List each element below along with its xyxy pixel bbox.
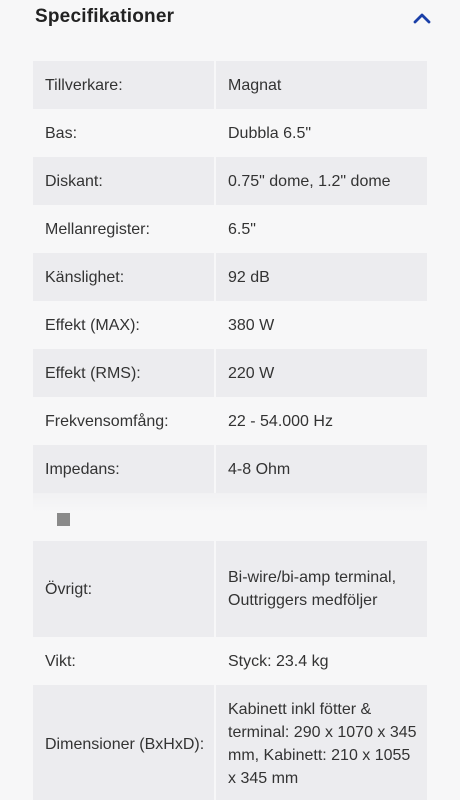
spec-value: 0.75" dome, 1.2" dome: [216, 157, 427, 205]
table-row: [33, 541, 427, 637]
table-row: [33, 445, 427, 493]
spec-value: 6.5": [228, 220, 256, 238]
spec-table: [33, 61, 427, 800]
table-row: [33, 685, 427, 800]
section-title: Specifikationer: [35, 6, 175, 27]
spec-value: Bi-wire/bi-amp terminal, Outtriggers medföljer: [216, 541, 427, 637]
spec-label: Mellanregister:: [45, 220, 150, 238]
spec-label: Känslighet:: [33, 253, 214, 301]
spec-value: 92 dB: [216, 253, 427, 301]
spec-label: Effekt (MAX):: [45, 316, 140, 334]
spec-value: 220 W: [216, 349, 427, 397]
table-row: [33, 349, 427, 397]
spec-label: Frekvensomfång:: [45, 412, 169, 430]
table-row: [33, 397, 427, 445]
spec-label: Diskant:: [33, 157, 214, 205]
table-row: [33, 253, 427, 301]
table-row: [33, 205, 427, 253]
spec-value: Magnat: [216, 61, 427, 109]
loading-placeholder-row: [33, 493, 427, 541]
table-row: [33, 157, 427, 205]
spec-value: 4-8 Ohm: [216, 445, 427, 493]
table-row: [33, 301, 427, 349]
table-row: [33, 61, 427, 109]
table-row: [33, 637, 427, 685]
collapse-button[interactable]: [408, 6, 436, 30]
spec-value: Dubbla 6.5": [228, 124, 312, 142]
spec-label: Tillverkare:: [33, 61, 214, 109]
spec-value: 22 - 54.000 Hz: [228, 412, 333, 430]
spec-value: Kabinett inkl fötter & terminal: 290 x 1070 x 345 mm, Kabinett: 210 x 1055 x 345 mm: [216, 685, 427, 800]
placeholder-square-icon: [57, 513, 70, 526]
spec-label: Effekt (RMS):: [33, 349, 214, 397]
chevron-up-icon: [413, 12, 431, 24]
specifications-header[interactable]: [0, 0, 460, 40]
spec-label: Vikt:: [45, 652, 76, 670]
spec-value: 380 W: [228, 316, 275, 334]
row-shadow: [33, 493, 427, 541]
table-row: [33, 109, 427, 157]
spec-label: Dimensioner (BxHxD):: [33, 685, 214, 800]
spec-label: Impedans:: [33, 445, 214, 493]
spec-label: Bas:: [45, 124, 78, 142]
spec-label: Övrigt:: [33, 541, 214, 637]
spec-value: Styck: 23.4 kg: [228, 652, 329, 670]
